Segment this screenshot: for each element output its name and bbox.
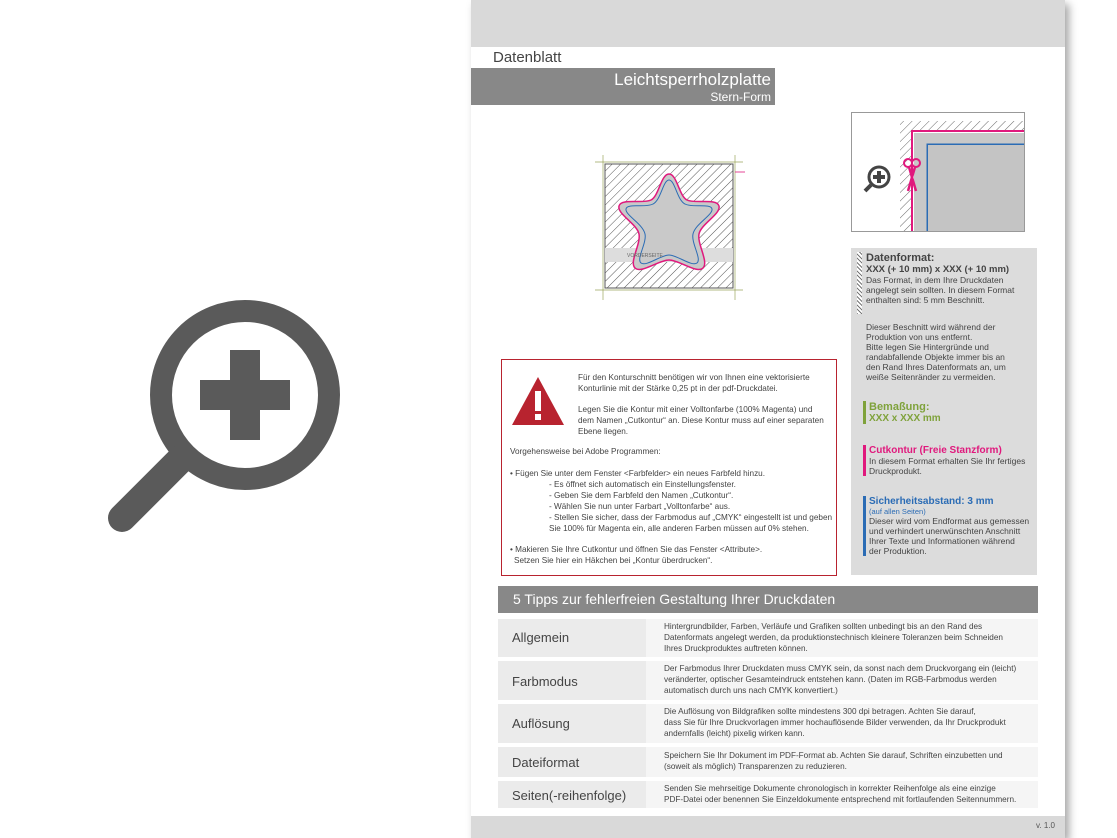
beschnitt-desc-1: Dieser Beschnitt wird während der — [866, 322, 996, 332]
hatch-legend — [857, 252, 862, 314]
tip-text-line: Speichern Sie Ihr Dokument im PDF-Format ab. Achten Sie darauf, Schriften einzubetten und — [664, 751, 1003, 760]
tip-label: Seiten(-reihenfolge) — [512, 788, 627, 803]
tips-header: 5 Tipps zur fehlerfreien Gestaltung Ihrer Druckdaten — [498, 586, 1038, 613]
sheet-label: Datenblatt — [471, 47, 590, 68]
tip-row — [498, 781, 1038, 808]
datenformat-desc-1: Das Format, in dem Ihre Druckdaten — [866, 275, 1004, 285]
datasheet-page — [471, 0, 1065, 838]
tip-text-line: Ihres Druckproduktes auftreten können. — [664, 644, 808, 653]
tip-text-line: PDF-Datei oder benennen Sie Einzeldokumente entsprechend mit fortlaufenden Seitennummern. — [664, 795, 1017, 804]
tips-section — [498, 586, 1038, 804]
warning-l2-1: - Es öffnet sich automatisch ein Einstellungsfenster. — [549, 480, 736, 489]
datenformat-title: Datenformat: — [866, 252, 935, 264]
beschnitt-desc-4: randabfallende Objekte immer bis an — [866, 352, 1005, 362]
warning-l3-1: • Makieren Sie Ihre Cutkontur und öffnen Sie das Fenster <Attribute>. — [510, 545, 763, 554]
tip-text-line: Der Farbmodus Ihrer Druckdaten muss CMYK sein, da sonst nach dem Druckvorgang ein (leicht) — [664, 664, 1017, 673]
warning-p3: Vorgehensweise bei Adobe Programmen: — [510, 447, 661, 456]
sicherheit-desc-3: Ihrer Texte und Informationen während — [869, 536, 1015, 546]
cutkontur-desc-2: Druckprodukt. — [869, 466, 922, 476]
tip-label: Farbmodus — [512, 674, 578, 689]
tip-row — [498, 661, 1038, 700]
warning-p2-3: Ebene liegen. — [578, 427, 629, 436]
cutkontur-warning-box — [501, 359, 837, 576]
tip-text-line: Hintergrundbilder, Farben, Verläufe und Grafiken sollten unbedingt bis an den Rand des — [664, 622, 983, 631]
datenformat-value: XXX (+ 10 mm) x XXX (+ 10 mm) — [866, 264, 1010, 275]
tip-text-line: dass Sie für Ihre Druckvorlagen immer hochauflösende Bilder verwenden, da Ihr Druckprodukt — [664, 718, 1006, 727]
tip-text-line: Senden Sie mehrseitige Dokumente chronologisch in korrekter Reihenfolge als eine einzige — [664, 784, 996, 793]
format-info-panel — [851, 248, 1037, 575]
tip-label: Dateiformat — [512, 755, 580, 770]
product-title: Leichtsperrholzplatte — [614, 70, 771, 89]
cutkontur-title: Cutkontur (Freie Stanzform) — [869, 445, 1002, 456]
warning-p2-2: dem Namen „Cutkontur“ an. Diese Kontur muss auf einer separaten — [578, 416, 824, 425]
tip-text-line: (soweit als möglich) Transparenzen zu reduzieren. — [664, 762, 847, 771]
warning-l2-5: Sie 100% für Magenta ein, alle anderen Farben müssen auf 0% stehen. — [549, 524, 809, 533]
cutkontur-desc-1: In diesem Format erhalten Sie Ihr fertiges — [869, 456, 1026, 466]
beschnitt-desc-6: weiße Seitenränder zu vermeiden. — [866, 372, 996, 382]
tip-text-line: veränderter, optischer Gesamteindruck entstehen kann. (Daten im RGB-Farbmodus werden — [664, 675, 997, 684]
datenformat-desc-2: angelegt sein sollten. In diesem Format — [866, 285, 1015, 295]
sicherheit-desc-4: der Produktion. — [869, 546, 927, 556]
bemassung-value: XXX x XXX mm — [869, 413, 941, 424]
corner-detail-box — [851, 112, 1025, 232]
version-label: v. 1.0 — [1036, 821, 1055, 830]
warning-l2-4: - Stellen Sie sicher, dass der Farbmodus auf „CMYK“ eingestellt ist und geben — [549, 513, 833, 522]
warning-l2-2: - Geben Sie dem Farbfeld den Namen „Cutkontur“. — [549, 491, 734, 500]
beschnitt-desc-2: Produktion von uns entfernt. — [866, 332, 973, 342]
top-band — [471, 0, 1065, 47]
sicherheit-title: Sicherheitsabstand: 3 mm — [869, 496, 994, 507]
tip-text-line: automatisch durch uns nach CMYK konvertiert.) — [664, 686, 838, 695]
tip-label: Auflösung — [512, 716, 570, 731]
tip-text-line: andernfalls (leicht) pixelig wirken kann. — [664, 729, 805, 738]
tip-row — [498, 704, 1038, 743]
sicherheit-desc-1: Dieser wird vom Endformat aus gemessen — [869, 516, 1030, 526]
tip-text-line: Die Auflösung von Bildgrafiken sollte mindestens 300 dpi betragen. Achten Sie darauf, — [664, 707, 976, 716]
warning-p1-1: Für den Konturschnitt benötigen wir von Ihnen eine vektorisierte — [578, 373, 810, 382]
warning-p2-1: Legen Sie die Kontur mit einer Volltonfarbe (100% Magenta) und — [578, 405, 813, 414]
beschnitt-desc-3: Bitte legen Sie Hintergründe und — [866, 342, 989, 352]
sicherheit-desc-2: und verhindert unerwünschten Anschnitt — [869, 526, 1021, 536]
page-footer — [471, 816, 1065, 838]
warning-l2-3: - Wählen Sie nun unter Farbart „Volltonfarbe“ aus. — [549, 502, 731, 511]
warning-l1: • Fügen Sie unter dem Fenster <Farbfelder> ein neues Farbfeld hinzu. — [510, 469, 766, 478]
beschnitt-desc-5: den Rand Ihres Datenformats an, um — [866, 362, 1006, 372]
product-subtitle: Stern-Form — [710, 90, 771, 104]
small-zoom-icon — [865, 167, 889, 191]
zoom-in-icon[interactable] — [100, 290, 370, 550]
star-diagram — [575, 150, 745, 305]
tip-text-line: Datenformats angelegt werden, da produktionstechnisch kleinere Toleranzen beim Schneiden — [664, 633, 1003, 642]
tip-row — [498, 747, 1038, 777]
front-side-label: VORDERSEITE — [627, 253, 663, 259]
datenformat-desc-3: enthalten sind: 5 mm Beschnitt. — [866, 295, 985, 305]
tip-row — [498, 619, 1038, 657]
tip-label: Allgemein — [512, 630, 570, 645]
title-bar — [471, 68, 775, 105]
sicherheit-sub: (auf allen Seiten) — [869, 507, 926, 516]
warning-icon — [510, 375, 566, 427]
warning-l3-2: Setzen Sie hier ein Häkchen bei „Kontur überdrucken“. — [514, 556, 713, 565]
warning-p1-2: Konturlinie mit der Stärke 0,25 pt in der pdf-Druckdatei. — [578, 384, 778, 393]
bemassung-title: Bemaßung: — [869, 401, 930, 413]
